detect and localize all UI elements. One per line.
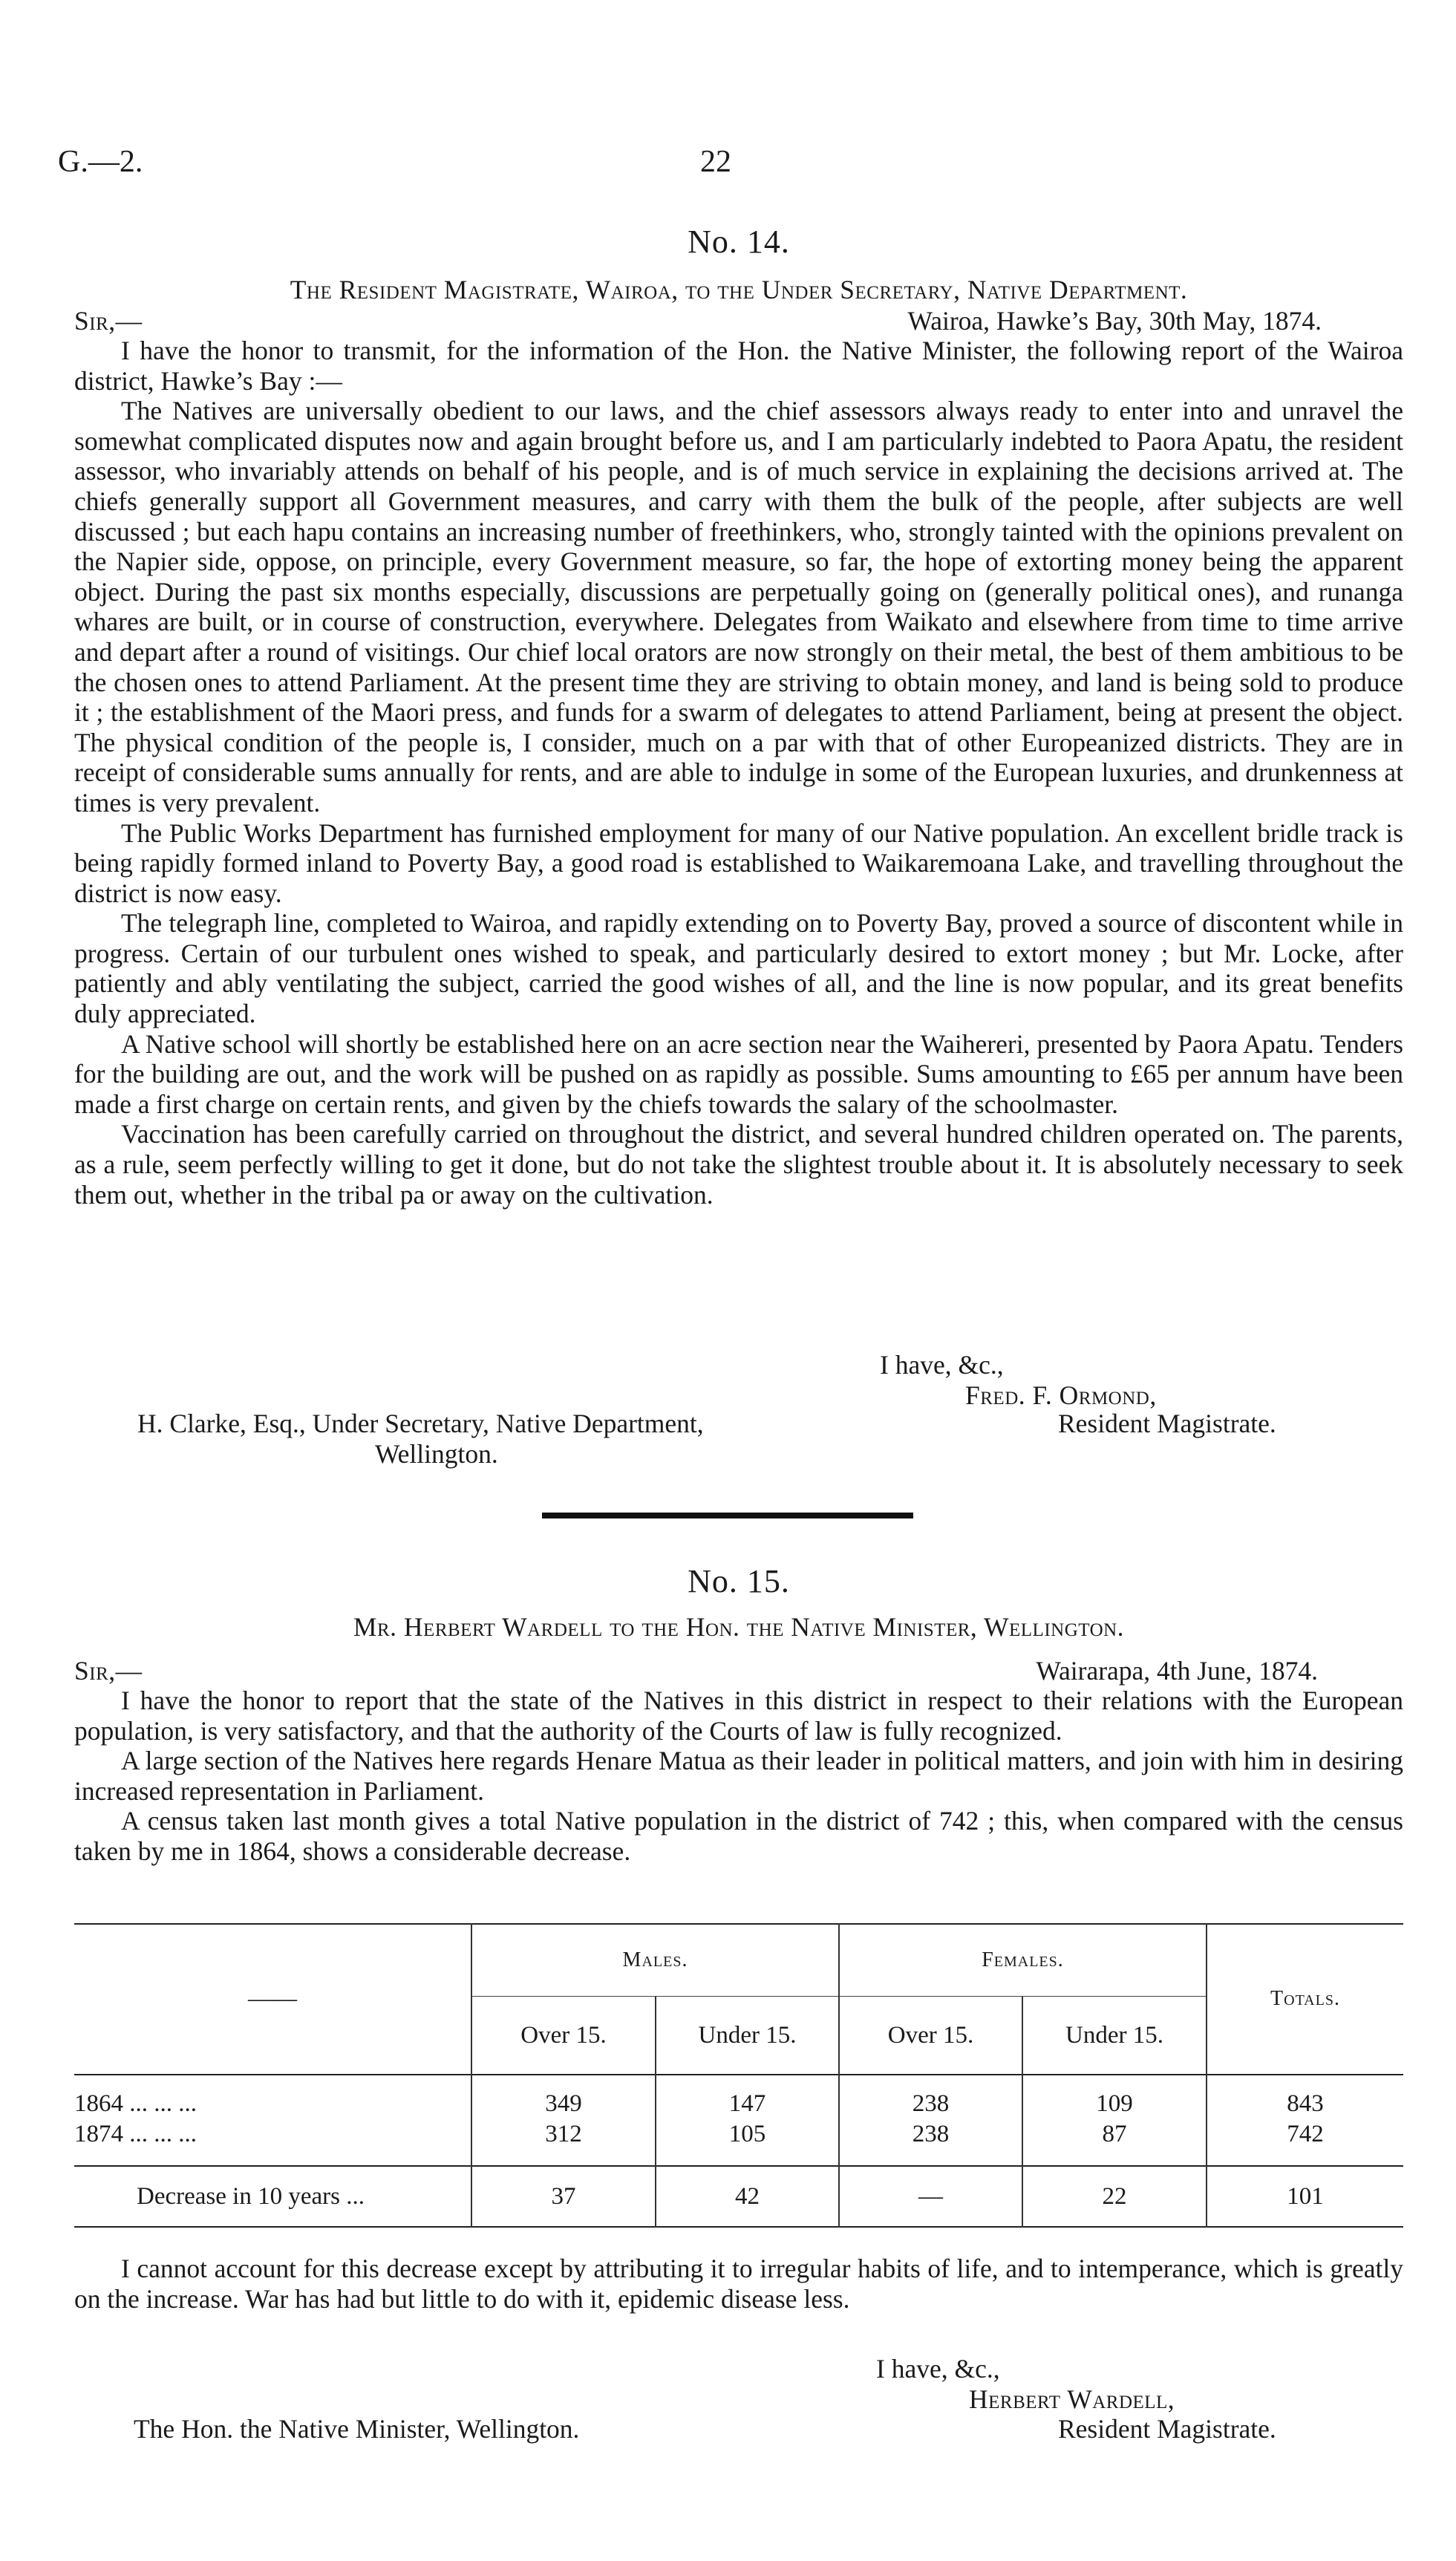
cell: 109 bbox=[1022, 2075, 1207, 2119]
section-subtitle-no14: The Resident Magistrate, Wairoa, to the Under Secretary, Native Department. bbox=[290, 275, 1188, 304]
section-title-no15: No. 15. bbox=[688, 1563, 790, 1599]
paragraph: A Native school will shortly be established here on an acre section near the Waihereri, presented by Paora Apatu. Tenders for the building are out, and the work will be pushed on as rapidly as possible. Sums amounting to £65 per annum have been made a first charge on certain rents, and given by the chiefs towards the salary of the schoolmaster. bbox=[74, 1028, 1403, 1119]
letter-body-no15 bbox=[74, 1686, 1403, 1867]
females-header: Females. bbox=[839, 1924, 1207, 1997]
cell: 105 bbox=[656, 2119, 839, 2167]
addressee-place-no14: Wellington. bbox=[375, 1439, 498, 1469]
females-over15-header: Over 15. bbox=[839, 1997, 1022, 2075]
cell: 101 bbox=[1207, 2166, 1403, 2227]
cell: 87 bbox=[1022, 2119, 1207, 2167]
census-table bbox=[74, 1923, 1403, 2228]
closing-no14: I have, &c., bbox=[880, 1350, 1004, 1380]
decrease-label: Decrease in 10 years ... bbox=[137, 2182, 365, 2210]
cell: 742 bbox=[1207, 2119, 1403, 2167]
males-header: Males. bbox=[471, 1924, 839, 1997]
cell: 238 bbox=[839, 2075, 1022, 2119]
section-title-no14: No. 14. bbox=[688, 224, 790, 260]
cell: 147 bbox=[656, 2075, 839, 2119]
addressee-no14: H. Clarke, Esq., Under Secretary, Native Department, bbox=[137, 1409, 704, 1438]
paragraph: A census taken last month gives a total Native population in the district of 742 ; this, when compared with the census taken by me in 1864, shows a considerable decrease. bbox=[74, 1806, 1403, 1866]
table-header-row bbox=[74, 1924, 1403, 1997]
cell: 42 bbox=[656, 2166, 839, 2227]
section-divider bbox=[542, 1513, 913, 1518]
paragraph: Vaccination has been carefully carried on throughout the district, and several hundred children operated on. The parents, as a rule, seem perfectly willing to get it done, but do not take the slightest trouble about it. It is absolutely necessary to seek them out, whether in the tribal pa or away on the cultivation. bbox=[74, 1119, 1403, 1210]
table-row bbox=[74, 2119, 1403, 2167]
signatory-title-no14: Resident Magistrate. bbox=[1058, 1409, 1276, 1438]
signatory-title-no15: Resident Magistrate. bbox=[1058, 2414, 1276, 2444]
place-date: Wairoa, Hawke’s Bay, 30th May, 1874. bbox=[907, 306, 1322, 336]
table-total-row bbox=[74, 2166, 1403, 2227]
signatory-no15: Herbert Wardell, bbox=[969, 2384, 1175, 2414]
table-row bbox=[74, 2075, 1403, 2119]
males-over15-header: Over 15. bbox=[471, 1997, 656, 2075]
section-subtitle-no15: Mr. Herbert Wardell to the Hon. the Native Minister, Wellington. bbox=[353, 1612, 1125, 1642]
page-reference: G.—2. bbox=[58, 145, 143, 179]
paragraph: The Public Works Department has furnished employment for many of our Native population. An excellent bridle track is being rapidly formed inland to Poverty Bay, a good road is established to Waikaremoana Lake, and travelling throughout the district is now easy. bbox=[74, 818, 1403, 908]
paragraph: I have the honor to report that the state of the Natives in this district in respect to their relations with the European population, is very satisfactory, and that the authority of the Courts of law is fully recognized. bbox=[74, 1686, 1403, 1746]
cell: 37 bbox=[471, 2166, 656, 2227]
place-date: Wairarapa, 4th June, 1874. bbox=[1036, 1656, 1318, 1686]
addressee-no15: The Hon. the Native Minister, Wellington. bbox=[134, 2414, 580, 2444]
page-number: 22 bbox=[700, 145, 731, 179]
males-under15-header: Under 15. bbox=[656, 1997, 839, 2075]
row-label: 1864 ... ... ... bbox=[74, 2090, 197, 2117]
females-under15-header: Under 15. bbox=[1022, 1997, 1207, 2075]
cell: 238 bbox=[839, 2119, 1022, 2167]
paragraph: The Natives are universally obedient to our laws, and the chief assessors always ready to enter into and unravel the somewhat complicated disputes now and again brought before us, and I am particularly indebted to Paora Apatu, the resident assessor, who invariably attends on behalf of his people, and is of much service in explaining the decisions arrived at. The chiefs generally support all Government measures, and carry with them the bulk of the people, after subjects are well discussed ; but each hapu contains an increasing number of freethinkers, who, strongly tainted with the opinions prevalent on the Napier side, oppose, on principle, every Government measure, so far, the hope of extorting money being the apparent object. During the past six months especially, discussions are perpetually going on (generally political ones), and runanga whares are built, or in course of construction, everywhere. Delegates from Waikato and elsewhere from time to time arrive and depart after a round of visitings. Our chief local orators are now strongly on their metal, the best of them ambitious to be the chosen ones to attend Parliament. At the present time they are striving to obtain money, and land is being sold to produce it ; the establishment of the Maori press, and funds for a swarm of delegates to attend Parliament, being at present the object. The physical condition of the people is, I consider, much on a par with that of other Europeanized districts. They are in receipt of considerable sums annually for rents, and are able to indulge in some of the European luxuries, and drunkenness at times is very prevalent. bbox=[74, 396, 1403, 818]
cell: 843 bbox=[1207, 2075, 1403, 2119]
paragraph: The telegraph line, completed to Wairoa, and rapidly extending on to Poverty Bay, proved a source of discontent while in progress. Certain of our turbulent ones wished to speak, and particularly desired to extort money ; but Mr. Locke, after patiently and ably ventilating the subject, carried the good wishes of all, and the line is now popular, and its great benefits duly appreciated. bbox=[74, 908, 1403, 1029]
paragraph: A large section of the Natives here regards Henare Matua as their leader in political matters, and join with him in desiring increased representation in Parliament. bbox=[74, 1746, 1403, 1806]
closing-no15: I have, &c., bbox=[876, 2354, 1000, 2384]
letter-heading-no14 bbox=[74, 306, 1403, 336]
signatory-no14: Fred. F. Ormond, bbox=[965, 1380, 1157, 1410]
corner-cell: —— bbox=[248, 1986, 297, 2013]
paragraph: I have the honor to transmit, for the information of the Hon. the Native Minister, the following report of the Wairoa district, Hawke’s Bay :— bbox=[74, 336, 1403, 396]
letter-heading-no15 bbox=[74, 1656, 1403, 1686]
totals-header: Totals. bbox=[1207, 1924, 1403, 2075]
row-label: 1874 ... ... ... bbox=[74, 2120, 197, 2147]
cell: — bbox=[839, 2166, 1022, 2227]
cell: 349 bbox=[471, 2075, 656, 2119]
cell: 22 bbox=[1022, 2166, 1207, 2227]
salutation: Sir,— bbox=[74, 306, 143, 336]
paragraph: I cannot account for this decrease except by attributing it to irregular habits of life, and to intemperance, which is greatly on the increase. War has had but little to do with it, epidemic disease less. bbox=[74, 2254, 1403, 2314]
cell: 312 bbox=[471, 2119, 656, 2167]
salutation: Sir,— bbox=[74, 1656, 143, 1686]
letter-body-no14 bbox=[74, 336, 1403, 1210]
letter-body-no15-end bbox=[74, 2254, 1403, 2314]
